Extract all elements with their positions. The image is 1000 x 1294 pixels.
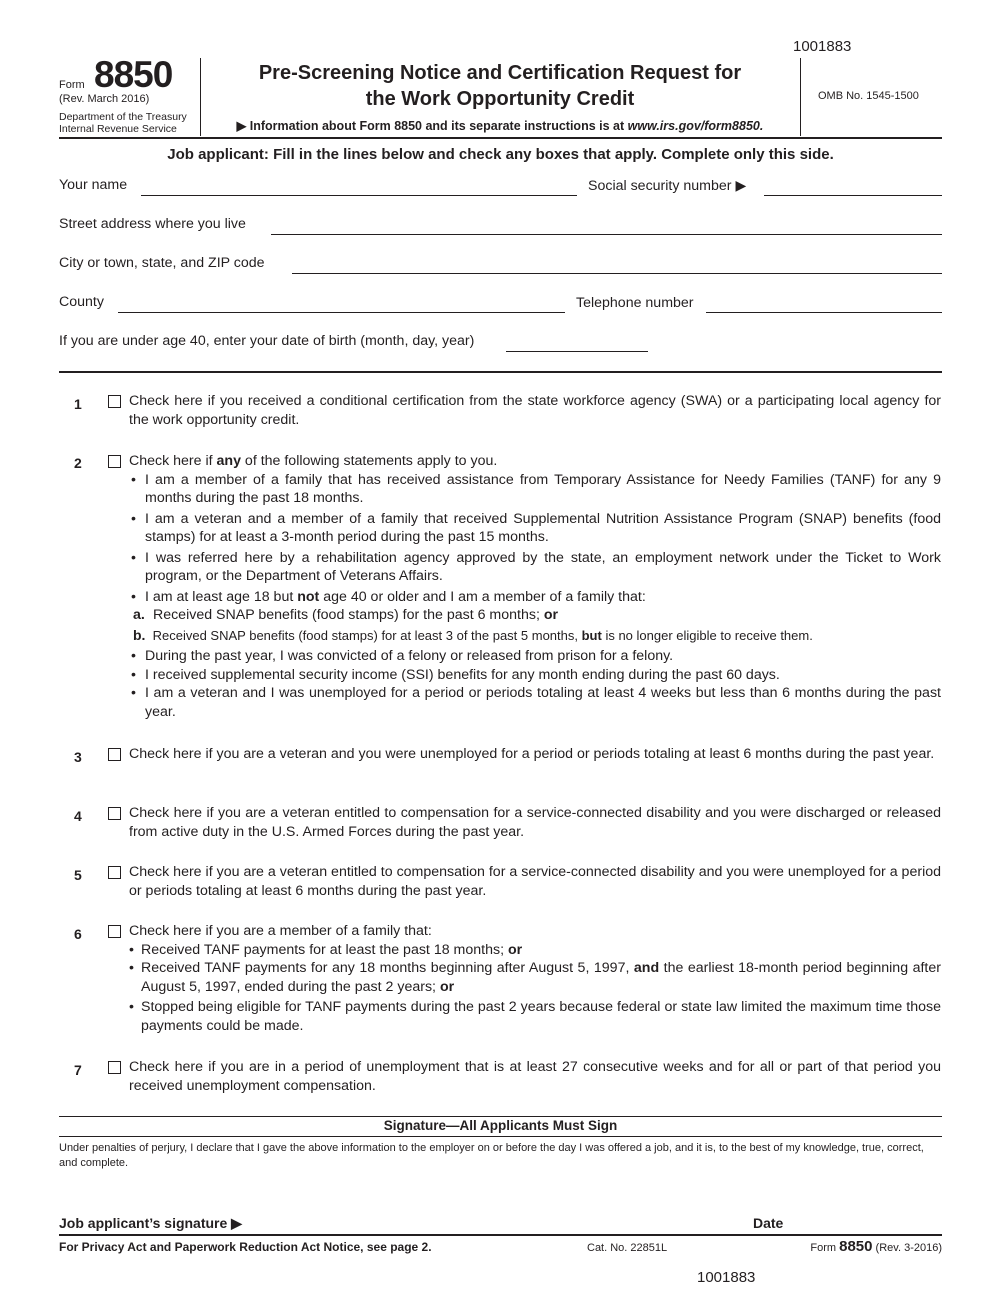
city-label: City or town, state, and ZIP code xyxy=(59,255,265,271)
item-2-sub-a xyxy=(129,606,941,625)
form-title-line1: Pre-Screening Notice and Certification Request for xyxy=(258,62,742,84)
item-6-bullet-any-18-months xyxy=(129,959,941,996)
footer-rule xyxy=(59,1234,942,1236)
item-4-checkbox[interactable] xyxy=(108,807,121,820)
department-name: Department of the Treasury xyxy=(59,111,187,123)
item-1-checkbox[interactable] xyxy=(108,395,121,408)
form-word: Form xyxy=(59,79,85,91)
item-7-number: 7 xyxy=(74,1062,82,1078)
county-field[interactable] xyxy=(118,312,565,313)
item-1-text: Check here if you received a conditional certification from the state workforce agency (SWA) or a participating local agency for the work opportunity credit. xyxy=(129,393,941,428)
item-2-number: 2 xyxy=(74,455,82,471)
item-2-sub-b-text1: Received SNAP benefits (food stamps) for at least 3 of the past 5 months, xyxy=(152,627,582,643)
name-label: Your name xyxy=(59,177,128,193)
item-2-checkbox[interactable] xyxy=(108,455,121,468)
agency-name: Internal Revenue Service xyxy=(59,123,177,135)
item-2-intro-c: of the following statements apply to you. xyxy=(240,453,498,469)
item-2-bullet-snap-veteran: • I am a veteran and a member of a family that received Supplemental Nutrition Assistance Program (SNAP) benefits (food stamps) for at least a 3-month period during the past 15 months. xyxy=(129,510,941,547)
omb-number: OMB No. 1545-1500 xyxy=(818,90,919,102)
item-6-intro: Check here if you are a member of a family that: xyxy=(129,923,432,939)
item-2-sub-b-label: b. xyxy=(133,626,146,643)
header-rule xyxy=(59,137,942,139)
item-2-bullet-felony: • During the past year, I was convicted of a felony or released from prison for a felony. xyxy=(129,647,941,666)
item-6-number: 6 xyxy=(74,926,82,942)
city-field[interactable] xyxy=(292,273,942,274)
item-5-checkbox[interactable] xyxy=(108,866,121,879)
item-3-number: 3 xyxy=(74,749,82,765)
item-2-age-not: not xyxy=(297,588,320,605)
dob-field[interactable] xyxy=(506,351,648,352)
item-2-sub-a-or: or xyxy=(543,607,559,623)
perjury-declaration: Under penalties of perjury, I declare that I gave the above information to the employer on or before the day I was offered a job, and it is, to the best of my knowledge, true, correct, and complete. xyxy=(59,1142,924,1169)
info-url-link[interactable]: www.irs.gov/form8850. xyxy=(627,119,764,133)
item-5-number: 5 xyxy=(74,867,82,883)
dob-label: If you are under age 40, enter your date of birth (month, day, year) xyxy=(59,333,475,349)
date-label: Date xyxy=(753,1215,784,1231)
street-label: Street address where you live xyxy=(59,216,246,232)
info-text: ▶ Information about Form 8850 and its separate instructions is at xyxy=(236,119,628,133)
item-6-b1-text: Received TANF payments for at least the past 18 months; xyxy=(141,941,508,958)
signature-label: Job applicant’s signature ▶ xyxy=(59,1215,242,1231)
item-1-number: 1 xyxy=(74,396,82,412)
item-2-bullet-ssi: • I received supplemental security income (SSI) benefits for any month ending during the past 60 days. xyxy=(129,666,941,685)
phone-field[interactable] xyxy=(706,312,942,313)
item-4-number: 4 xyxy=(74,808,82,824)
county-label: County xyxy=(59,294,104,310)
item-3-text: Check here if you are a veteran and you were unemployed for a period or periods totaling at least 6 months during the past year. xyxy=(129,746,935,762)
item-2-bullet-tanf: • I am a member of a family that has received assistance from Temporary Assistance for Needy Families (TANF) for any 9 months during the past 18 months. xyxy=(129,471,941,508)
item-2-intro-any: any xyxy=(216,453,241,469)
item-6-bullet-stopped: • Stopped being eligible for TANF payments during the past 2 years because federal or state law limited the maximum time those payments could be made. xyxy=(129,998,941,1035)
item-2-sub-a-text: Received SNAP benefits (food stamps) for the past 6 months; xyxy=(152,607,544,623)
ssn-label: Social security number ▶ xyxy=(588,178,747,194)
item-2-sub-b xyxy=(129,626,941,646)
item-4-text: Check here if you are a veteran entitled to compensation for a service-connected disability and you were discharged or released from active duty in the U.S. Armed Forces during the past year. xyxy=(129,805,941,840)
info-line xyxy=(200,118,800,133)
phone-label: Telephone number xyxy=(576,295,694,311)
signature-heading: Signature—All Applicants Must Sign xyxy=(383,1118,618,1133)
footer-form-number: 8850 xyxy=(839,1238,873,1255)
header-divider-right xyxy=(800,58,801,136)
item-7-checkbox[interactable] xyxy=(108,1061,121,1074)
item-6-checkbox[interactable] xyxy=(108,925,121,938)
item-7-text: Check here if you are in a period of unemployment that is at least 27 consecutive weeks and for all or part of that period you received unemployment compensation. xyxy=(129,1059,941,1094)
item-6-b1-or: or xyxy=(507,941,523,958)
item-2-intro xyxy=(129,452,941,471)
item-6-list xyxy=(129,941,941,1036)
item-2-block xyxy=(129,452,941,723)
name-field[interactable] xyxy=(141,195,577,196)
item-6-b2-a: Received TANF payments for any 18 months beginning after August 5, 1997, xyxy=(141,960,634,976)
signature-top-rule xyxy=(59,1116,942,1117)
item-6-b2-or: or xyxy=(439,978,455,995)
item-6-b2-b: the earliest 18-month period beginning after August 5, 1997, ended during the past 2 years; xyxy=(141,960,941,995)
catalog-number: Cat. No. 22851L xyxy=(587,1242,668,1254)
item-2-bullet-rehab: • I was referred here by a rehabilitation agency approved by the state, an employment network under the Ticket to Work program, or the Department of Veterans Affairs. xyxy=(129,549,941,586)
form-revision: (Rev. March 2016) xyxy=(59,93,150,105)
form-number: 8850 xyxy=(94,54,173,95)
item-6-block xyxy=(129,922,941,1037)
date-field[interactable] xyxy=(792,1208,942,1232)
form-title-line2: the Work Opportunity Credit xyxy=(365,88,635,110)
item-2-bullet-veteran-unemployed: • I am a veteran and I was unemployed for a period or periods totaling at least 4 weeks but less than 6 months during the past year. xyxy=(129,684,941,721)
footer-form-id xyxy=(803,1238,942,1255)
item-2-bullet-age xyxy=(129,588,941,607)
item-3-checkbox[interactable] xyxy=(108,748,121,761)
fields-rule xyxy=(59,371,942,373)
form-title xyxy=(200,60,800,112)
item-2-age-c: age 40 or older and I am a member of a family that: xyxy=(319,588,646,605)
signature-field[interactable] xyxy=(244,1208,744,1232)
item-6-bullet-18-months xyxy=(129,941,941,960)
street-field[interactable] xyxy=(271,234,942,235)
item-2-sub-b-text2: is no longer eligible to receive them. xyxy=(601,627,813,643)
applicant-instructions: Job applicant: Fill in the lines below and check any boxes that apply. Complete only this side. xyxy=(167,146,834,163)
item-5-text: Check here if you are a veteran entitled to compensation for a service-connected disability and you were unemployed for a period or periods totaling at least 6 months during the past year. xyxy=(129,864,941,899)
item-2-sub-b-but: but xyxy=(581,627,602,643)
signature-heading-rule xyxy=(59,1136,942,1137)
barcode-number-bottom: 1001883 xyxy=(697,1269,756,1286)
item-2-age-a: I am at least age 18 but xyxy=(145,588,298,605)
ssn-field[interactable] xyxy=(764,195,942,196)
privacy-notice: For Privacy Act and Paperwork Reduction Act Notice, see page 2. xyxy=(59,1240,432,1254)
barcode-number-top: 1001883 xyxy=(793,38,852,55)
footer-form-rev: (Rev. 3-2016) xyxy=(872,1242,942,1254)
item-2-list xyxy=(129,471,941,722)
footer-form-word: Form xyxy=(810,1242,840,1254)
item-6-b2-and: and xyxy=(633,960,660,976)
item-2-intro-a: Check here if xyxy=(129,453,217,469)
item-2-sub-a-label: a. xyxy=(133,607,145,623)
